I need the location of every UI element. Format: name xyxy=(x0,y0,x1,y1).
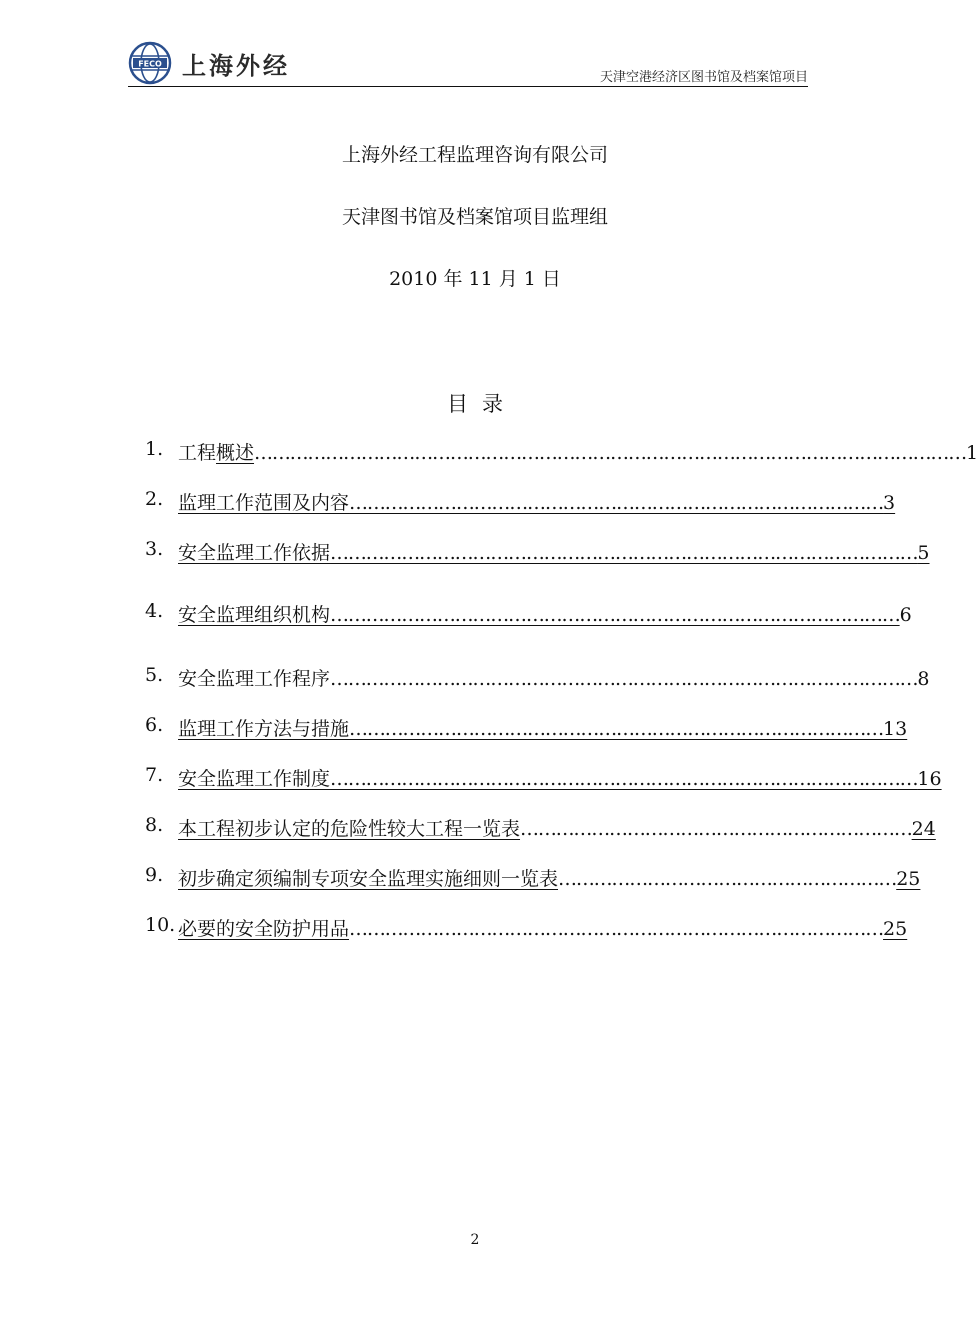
toc-item[interactable] xyxy=(145,600,912,630)
toc-item-entry xyxy=(178,488,895,515)
toc-item-label: 工程 xyxy=(178,442,217,464)
toc-title: 目录 xyxy=(447,392,517,416)
toc-item-entry xyxy=(178,914,907,941)
toc-item-number: 10. xyxy=(145,914,176,936)
toc-leader-dots: ……………………………………………………………………………………… xyxy=(330,768,918,790)
toc-item-page: 25 xyxy=(883,918,908,940)
toc-item-page: 16 xyxy=(917,768,942,790)
toc-item-page: 13 xyxy=(883,718,908,740)
toc-leader-dots: ……………………………………………………………………………… xyxy=(349,492,884,514)
toc-leader-dots: ……………………………………………………………………………… xyxy=(349,718,884,740)
company-name: 上海外经工程监理咨询有限公司 xyxy=(341,144,608,166)
toc-item-entry xyxy=(178,664,930,691)
toc-item-page: 6 xyxy=(899,604,912,626)
toc-item-number: 3. xyxy=(145,538,164,560)
toc-item-entry xyxy=(178,600,912,627)
toc-item-page: 1 xyxy=(966,442,978,464)
toc-item[interactable] xyxy=(145,538,930,568)
toc-leader-dots: ………………………………………………………………………………………………………… xyxy=(254,442,967,464)
toc-item[interactable] xyxy=(145,438,978,468)
toc-item-link-label[interactable]: 概述 xyxy=(216,442,255,464)
project-title: 天津空港经济区图书馆及档案馆项目 xyxy=(599,70,808,85)
toc-item-number: 1. xyxy=(145,438,164,460)
toc-item-number: 6. xyxy=(145,714,164,736)
toc-item-link-label[interactable]: 监理工作方法与措施 xyxy=(178,718,350,740)
toc-item[interactable] xyxy=(145,488,896,518)
toc-item-link-label[interactable]: 安全监理工作依据 xyxy=(178,542,331,564)
page-number: 2 xyxy=(470,1232,480,1248)
toc-item-page: 8 xyxy=(917,668,930,690)
page-header xyxy=(128,40,808,88)
toc-item[interactable] xyxy=(145,714,908,744)
toc-item[interactable] xyxy=(145,914,908,944)
toc-item-entry xyxy=(178,814,936,841)
logo-emblem-text: FECO xyxy=(138,59,162,69)
toc-item[interactable] xyxy=(145,764,942,794)
toc-item-number: 7. xyxy=(145,764,164,786)
toc-item-link-label[interactable]: 监理工作范围及内容 xyxy=(178,492,350,514)
toc-item-entry xyxy=(178,438,978,465)
toc-item-number: 9. xyxy=(145,864,164,886)
toc-item[interactable] xyxy=(145,864,921,894)
header-divider xyxy=(128,86,808,87)
toc-item[interactable] xyxy=(145,814,936,844)
logo-text: 上海外经 xyxy=(182,51,290,80)
toc-item-page: 25 xyxy=(896,868,921,890)
toc-item-number: 5. xyxy=(145,664,164,686)
toc-item-label: 安全监理工作程序 xyxy=(178,668,331,690)
toc-leader-dots: ……………………………………………………………………………… xyxy=(349,918,884,940)
toc-leader-dots: …………………………………………………………………………………… xyxy=(330,604,900,626)
document-date: 2010 年 11 月 1 日 xyxy=(389,268,561,290)
toc-leader-dots: ……………………………………………………………………………………… xyxy=(330,668,918,690)
toc-item-page: 3 xyxy=(883,492,896,514)
toc-item-link-label[interactable]: 初步确定须编制专项安全监理实施细则一览表 xyxy=(178,868,559,890)
toc-item-link-label[interactable]: 必要的安全防护用品 xyxy=(178,918,350,940)
toc-item-entry xyxy=(178,714,907,741)
toc-item-link-label[interactable]: 安全监理工作制度 xyxy=(178,768,331,790)
toc-leader-dots: ………………………………………………………… xyxy=(520,818,912,840)
toc-leader-dots: ……………………………………………………………………………………… xyxy=(330,542,918,564)
toc-item-page: 24 xyxy=(911,818,936,840)
toc-item-link-label[interactable]: 本工程初步认定的危险性较大工程一览表 xyxy=(178,818,521,840)
toc-item-entry xyxy=(178,538,930,565)
toc-leader-dots: ………………………………………………… xyxy=(558,868,897,890)
toc-item-number: 2. xyxy=(145,488,164,510)
globe-logo-icon xyxy=(128,41,172,85)
toc-item[interactable] xyxy=(145,664,930,694)
team-name: 天津图书馆及档案馆项目监理组 xyxy=(341,206,608,228)
toc-item-entry xyxy=(178,764,942,791)
toc-item-page: 5 xyxy=(917,542,930,564)
company-logo xyxy=(128,40,290,86)
toc-item-link-label[interactable]: 安全监理组织机构 xyxy=(178,604,331,626)
toc-item-number: 8. xyxy=(145,814,164,836)
toc-item-number: 4. xyxy=(145,600,164,622)
toc-item-entry xyxy=(178,864,920,891)
